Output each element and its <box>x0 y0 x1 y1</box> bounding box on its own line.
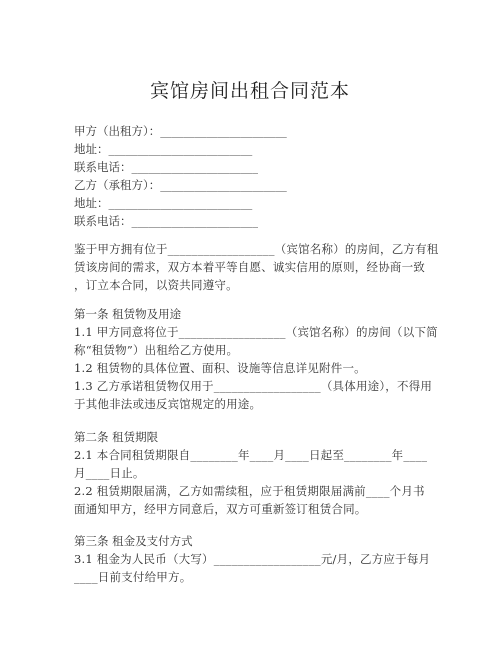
party-a-phone: 联系电话：______________________ <box>74 160 258 174</box>
article-3-heading: 第三条 租金及支付方式 <box>74 534 193 548</box>
party-a-address: 地址：_________________________ <box>74 142 253 156</box>
article-2-line: 月____日止。 <box>74 466 145 480</box>
party-b-name: 乙方（承租方）：______________________ <box>74 178 287 192</box>
article-1-line: 1.2 租赁物的具体位置、面积、设施等信息详见附件一。 <box>74 361 366 375</box>
article-3-line: ____日前支付给甲方。 <box>74 570 192 584</box>
article-1-line: 于其他非法或违反宾馆规定的用途。 <box>74 397 262 411</box>
party-a-name: 甲方（出租方）：______________________ <box>74 124 287 138</box>
preamble-line: 赁该房间的需求，双方本着平等自愿、诚实信用的原则，经协商一致 <box>74 260 425 274</box>
article-1-line: 1.1 甲方同意将位于__________________（宾馆名称）的房间（以下简 <box>74 325 438 339</box>
article-2-line: 2.2 租赁期限届满，乙方如需续租，应于租赁期限届满前____个月书 <box>74 484 425 498</box>
party-b-address: 地址：_________________________ <box>74 196 253 210</box>
party-b-phone: 联系电话：______________________ <box>74 214 258 228</box>
preamble-line: ，订立本合同，以资共同遵守。 <box>74 278 238 292</box>
article-3-line: 3.1 租金为人民币（大写）__________________元/月，乙方应于每月 <box>74 552 431 566</box>
article-2-line: 面通知甲方，经甲方同意后，双方可重新签订租赁合同。 <box>74 502 367 516</box>
article-1-heading: 第一条 租赁物及用途 <box>74 307 182 321</box>
document-title: 宾馆房间出租合同范本 <box>149 80 350 102</box>
article-1-line: 称“租赁物”）出租给乙方使用。 <box>74 343 239 357</box>
preamble-line: 鉴于甲方拥有位于__________________（宾馆名称）的房间，乙方有租 <box>74 242 439 256</box>
article-1-line: 1.3 乙方承诺租赁物仅用于__________________（具体用途），不得用 <box>74 379 433 393</box>
article-2-heading: 第二条 租赁期限 <box>74 430 159 444</box>
article-2-line: 2.1 本合同租赁期限自________年____月____日起至________年____ <box>74 448 428 462</box>
